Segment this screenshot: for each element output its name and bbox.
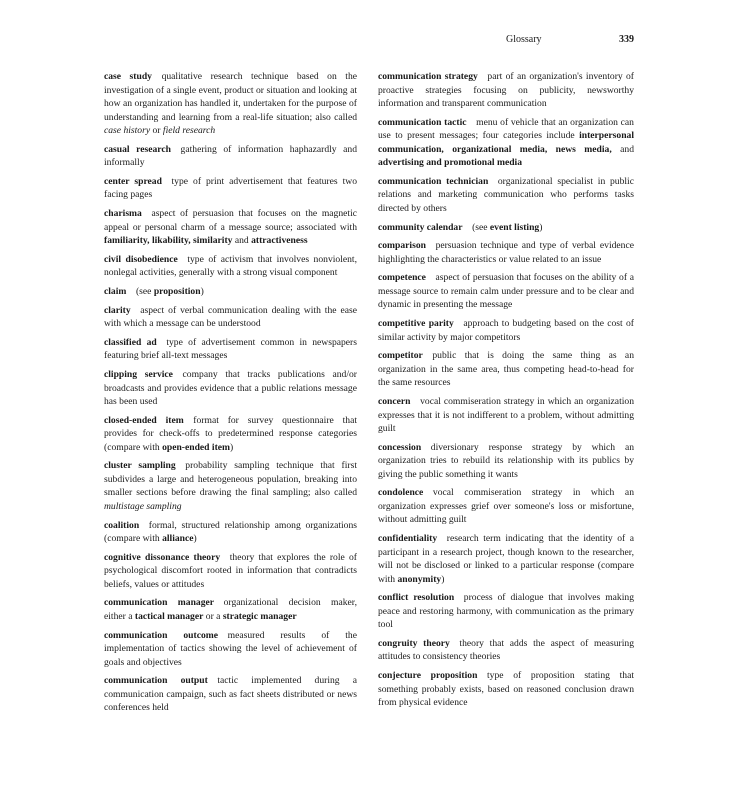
cross-reference: interpersonal communication, organizational media, news media, (378, 130, 634, 155)
italic-term: multistage sampling (104, 500, 182, 512)
glossary-term: center spread (104, 175, 162, 187)
glossary-entry (104, 519, 357, 546)
glossary-entry (104, 143, 357, 170)
cross-reference: advertising and promotional media (378, 157, 523, 169)
glossary-term: communication manager (104, 597, 215, 609)
definition-text: or (150, 125, 163, 136)
glossary-entry (378, 70, 634, 111)
definition-text: qualitative research technique based on the investigation of a single event, product or situation and looking at how an organization has handled it, undertaken for the purpose of understanding and learning from a real-life situation; also called (104, 71, 358, 123)
glossary-entry (104, 175, 357, 202)
glossary-term: cognitive dissonance theory (104, 551, 221, 563)
definition-text: organizational decision maker, either a (104, 597, 358, 622)
definition-text: type of proposition stating that something probably exists, based on reasoned conclusion drawn from physical evidence (378, 670, 634, 709)
glossary-term: condolence (378, 487, 424, 499)
definition-text: approach to budgeting based on the cost of similar activity by major competitors (378, 318, 634, 343)
glossary-term: communication tactic (378, 116, 467, 128)
glossary-entry (378, 441, 634, 482)
glossary-term: communication technician (378, 175, 489, 187)
glossary-entry (378, 175, 634, 216)
definition-text: ) (230, 441, 234, 453)
definition-text: formal, structured relationship among organizations (compare with (104, 519, 357, 545)
definition-text: part of an organization's inventory of proactive strategies focusing on publicity, newsworthy information and transparent communication (378, 71, 635, 109)
glossary-entry (378, 486, 634, 527)
glossary-term: concern (378, 396, 411, 407)
definition-text: aspect of persuasion that focuses on the magnetic appeal or personal charm of a message source; associated with (104, 208, 357, 233)
cross-reference: strategic manager (222, 610, 297, 622)
glossary-entry (378, 637, 634, 664)
glossary-term: clarity (104, 304, 131, 316)
definition-text: vocal commiseration strategy in which an organization expresses grief over someone's loss or misfortune, without admitting guilt (378, 487, 634, 526)
definition-text: organizational specialist in public relations and marketing communication who performs tasks directed by others (378, 175, 634, 214)
glossary-definition (104, 520, 357, 545)
glossary-column-right (378, 70, 634, 715)
glossary-term: clipping service (104, 369, 173, 380)
glossary-entry (104, 596, 357, 623)
glossary-definition (136, 286, 204, 297)
glossary-term: civil disobedience (104, 253, 178, 265)
glossary-entry (104, 336, 357, 363)
glossary-entry (104, 674, 357, 715)
running-head-title: Glossary (506, 34, 542, 45)
definition-text: persuasion technique and type of verbal evidence highlighting the characteristics or value related to an issue (378, 240, 634, 265)
definition-text: or a (203, 610, 223, 622)
definition-text: (see (472, 221, 490, 233)
glossary-term: conjecture proposition (378, 670, 478, 682)
definition-text: (see (135, 285, 154, 297)
definition-text: tactic implemented during a communication campaign, such as fact sheets distributed or news conferences held (104, 675, 358, 714)
glossary-entry (378, 317, 634, 344)
definition-text: public that is doing the same thing as an organization in the same area, thus competing head-to-head for the same resources (378, 350, 634, 389)
glossary-entry (104, 459, 357, 513)
definition-text: research term indicating that the identity of a participant in a research project, though known to the researcher, will not be disclosed or linked to a particular response (compare with (378, 533, 634, 585)
glossary-term: communication output (104, 675, 208, 687)
glossary-entry (378, 116, 634, 170)
cross-reference: tactical manager (134, 610, 204, 622)
definition-text: theory that explores the role of psychological discomfort rooted in information that contradicts beliefs, values or attitudes (104, 551, 357, 590)
glossary-entry (104, 285, 357, 299)
cross-reference: proposition (153, 285, 201, 297)
glossary-definition (472, 222, 542, 233)
glossary-entry (378, 591, 634, 632)
glossary-term: competence (378, 272, 426, 284)
glossary-term: case study (104, 71, 152, 82)
definition-text: gathering of information haphazardly and informally (104, 143, 357, 169)
glossary-term: conflict resolution (378, 592, 455, 604)
cross-reference: familiarity, likability, similarity (104, 235, 233, 247)
cross-reference: anonymity (397, 573, 442, 585)
definition-text: type of print advertisement that features two facing pages (104, 175, 357, 201)
definition-text: theory that adds the aspect of measuring attitudes to consistency theories (378, 637, 634, 663)
definition-text: ) (539, 221, 543, 233)
glossary-entry (104, 414, 357, 455)
glossary-entry (378, 669, 634, 710)
glossary-term: classified ad (104, 336, 157, 348)
definition-text: ) (441, 573, 445, 585)
glossary-term: charisma (104, 208, 142, 220)
definition-text: format for survey questionnaire that provides for check-offs to predetermined response categories (compare with (104, 414, 357, 453)
glossary-definition (378, 396, 634, 434)
page-number: 339 (619, 34, 634, 45)
glossary-term: cluster sampling (104, 460, 176, 472)
glossary-entry (378, 271, 634, 312)
definition-text: aspect of verbal communication dealing with the ease with which a message can be understood (104, 304, 357, 330)
glossary-entry (104, 304, 357, 331)
glossary-entry (104, 207, 357, 248)
glossary-entry (104, 368, 357, 409)
glossary-term: congruity theory (378, 637, 450, 649)
glossary-definition (104, 208, 357, 246)
cross-reference: attractiveness (251, 235, 308, 247)
glossary-term: communication strategy (378, 71, 478, 82)
cross-reference: alliance (162, 533, 194, 545)
glossary-definition (104, 305, 357, 330)
glossary-term: competitive parity (378, 318, 454, 330)
cross-reference: open-ended item (162, 441, 231, 453)
definition-text: diversionary response strategy by which an organization tries to rebuild its relationship with its publics by giving the public something it wants (378, 441, 634, 480)
definition-text: type of advertisement common in newspapers featuring brief all-text messages (104, 336, 357, 362)
glossary-entry (378, 221, 634, 235)
glossary-term: competitor (378, 350, 423, 362)
definition-text: type of activism that involves nonviolent, nonlegal activities, generally with a strong visual component (104, 253, 357, 279)
definition-text: measured results of the implementation of tactics showing the level of achievement of goals and objectives (104, 629, 357, 668)
italic-term: field research (162, 125, 216, 136)
cross-reference: event listing (489, 221, 540, 233)
running-head (490, 34, 634, 48)
glossary-term: coalition (104, 519, 140, 531)
glossary-term: closed-ended item (104, 414, 184, 426)
definition-text: menu of vehicle that an organization can use to present messages; four categories include (378, 116, 634, 142)
glossary-entry (378, 532, 634, 586)
glossary-term: community calendar (378, 221, 463, 233)
glossary-entry (104, 253, 357, 280)
glossary-column-left (104, 70, 357, 720)
definition-text: and (232, 235, 252, 247)
definition-text: company that tracks publications and/or broadcasts and provides evidence that a public relations message has been used (104, 369, 357, 407)
glossary-term: claim (104, 285, 127, 297)
glossary-term: casual research (104, 143, 171, 155)
glossary-term: communication outcome (104, 629, 219, 641)
glossary-term: confidentiality (378, 533, 438, 545)
definition-text: vocal commiseration strategy in which an organization expresses that it is not indifferent to a problem, without admitting guilt (378, 396, 634, 434)
definition-text: and (611, 143, 634, 155)
italic-term: case history (104, 125, 151, 136)
glossary-entry (104, 629, 357, 670)
definition-text: ) (200, 285, 204, 297)
definition-text: ) (193, 533, 197, 545)
glossary-entry (378, 239, 634, 266)
definition-text: aspect of persuasion that focuses on the ability of a message source to remain calm under pressure and to be clear and dynamic in presenting the message (378, 272, 634, 311)
glossary-term: concession (378, 441, 422, 453)
glossary-entry (378, 395, 634, 436)
definition-text: process of dialogue that involves making peace and restoring harmony, with communication as the primary tool (378, 592, 634, 631)
definition-text: probability sampling technique that first subdivides a large and heterogeneous population, breaking into smaller sections before drawing the final sampling; also called (104, 460, 357, 499)
glossary-entry (378, 349, 634, 390)
glossary-term: comparison (378, 240, 426, 252)
glossary-entry (104, 551, 357, 592)
glossary-entry (104, 70, 357, 138)
